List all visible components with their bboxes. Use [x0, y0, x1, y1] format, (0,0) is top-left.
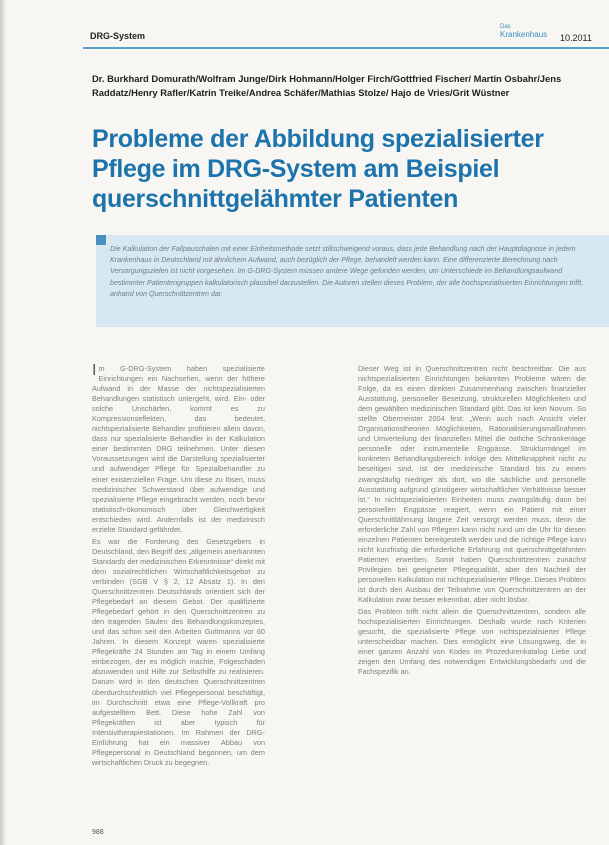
header-rule	[83, 47, 609, 49]
page-number: 988	[92, 829, 104, 836]
issue-label: 10.2011	[560, 33, 592, 43]
abstract-text: Die Kalkulation der Fallpauschalen mit einer Einheitsmethode setzt stillschweigend voraus, dass jede Behandlung nach der Hauptdiagnose in jedem Krankenhaus in Deutschland mit ähnlichem Aufwand, auch bezüglich der Pflege, behandelt werden kann. Eine differenzierte Berechnung nach Versorgungszielen ist nicht vorgesehen. Im G-DRG-System müssen andere Wege gefunden werden, um Unterschiede im Behandlungsaufwand bestimmter Patientengruppen kalkulatorisch plausibel darzustellen. Die Autoren stellen dieses Problem, der alle hochspezialisierten Einrichtungen trifft, anhand von Querschnittzentren dar.	[110, 245, 584, 298]
logo-name-text: Krankenhaus	[500, 30, 548, 39]
author-list: Dr. Burkhard Domurath/Wolfram Junge/Dirk Hohmann/Holger Firch/Gottfried Fischer/ Martin Osbahr/Jens Raddatz/Henry Rafler/Katrin Treike/Andrea Schäfer/Mathias Stolze/ Hajo de Vries/Grit Wüstner	[92, 73, 562, 98]
section-header: DRG-System	[90, 31, 146, 41]
body-paragraph: Das Problem trifft nicht allein die Querschnittzentren, sondern alle hochspezialisierten Einrichtungen. Deshalb wurde nach Kriterien gesucht, die spezialisierte Pflege von nichtspezialisierter Pflege unterscheidbar machen. Dies ermöglicht eine Lösungsweg, die in einer ganzen Anzahl von Kodes im Prozedurenkatalog Liebe und zeigen den Umfang des notwendigen Entwicklungsbedarfs und die Fachspezifik an.	[358, 607, 586, 677]
page-binding-shadow	[0, 0, 6, 845]
abstract-marker	[96, 235, 106, 245]
body-column-left	[92, 364, 265, 770]
journal-logo	[500, 23, 547, 39]
article-title: Probleme der Abbildung spezialisierter Pflege im DRG-System am Beispiel querschnittgelähmter Patienten	[92, 125, 544, 213]
body-column-right	[358, 364, 586, 679]
abstract-box	[96, 235, 609, 327]
paragraph-text: m G-DRG-System haben spezialisierte Einrichtungen ein Nachsehen, wenn der höhere Aufwand in der Masse der nichtspezialisierten Behandlungen statistisch untergeht, wird. Ein- oder solche Unschärfen, kommt es zu Kompressionseffekten, das bedeutet, nichtspezialisierte Behandler profitieren allein davon, dass nur spezialisierte Behandler in der Kalkulation einer bestimmten DRG teilnehmen. Unter diesen Voraussetzungen wird die Darstellung spezialisierter und aufwendiger Pflege für Spezialbehandler zu einer existenziellen Frage. Um diese zu lösen, muss medizinischer Schwerstand über aufwendige und spezialisierte Pflege eingebracht werden, noch bevor statistisch-ökonomisch über Gleichwertigkeit entschieden wird. Andernfalls ist der medizinisch erzielte Standard gefährdet.	[92, 364, 265, 534]
body-paragraph: Es war die Forderung des Gesetzgebers in Deutschland, den Begriff des „allgemein anerkannten Standards der medizinischen Erkenntnisse“ direkt mit dem sozialrechtlichen Wirtschaftlichkeitsgebot zu verbinden (SGB V § 2, 12 Absatz 1). In den Querschnittzentren Deutschlands orientiert sich der Pflegebedarf an diesem Gebot. Der qualifizierte Pflegebedarf gehört in den Querschnittzentren zu den tragenden Säulen des Behandlungskonzeptes, und das schon seit den Arbeiten Guttmanns vor 60 Jahren. In diesem Konzept waren spezialisierte Pflegekräfte 24 Stunden am Tag in einem Umfang einbezogen, der es möglich machte, Folgeschäden abzuwenden und Hilfe zur Selbsthilfe zu realisieren. Darum wird in den deutschen Querschnittzentren überdurchschnittlich viel Pflegepersonal beschäftigt, im Durchschnitt etwa eine Pflege-Vollkraft pro aufgestelltem Bett. Diese hohe Zahl von Pflegekräften ist aber typisch für Intensivtherapiestationen. Im Rahmen der DRG-Einführung hat ein massiver Abbau von Pflegepersonal in Deutschland begonnen, um dem wirtschaftlichen Druck zu begegnen.	[92, 536, 265, 767]
body-paragraph	[92, 364, 265, 535]
logo-top-text: Das	[500, 24, 511, 30]
body-paragraph: Dieser Weg ist in Querschnittzentren nicht beschreitbar. Die aus nichtspezialisierten Einrichtungen bekannten Probleme wären die Folge, da es einen direkten Zusammenhang zwischen finanzieller Ausstattung, personeller Besetzung, strukturellen Möglichkeiten und dem gewählten medizinischen Standard gibt. Das ist kein Novum. So stellte Obermeister 2004 fest: „Wenn auch nach Ansicht vieler Organisationstheorien Möglichkeiten, Rationalisierungsmaßnahmen und Umverteilung der finanziellen Mittel die östliche Schrankenlage personelle oder instrumentelle Engpässe. Strukturmängel im konkreten Behandlungsbereich infolge des Mittelknappheit nicht zu beseitigen sind, ist der medizinische Standard bis zu einem zwangsläufig niedriger als dort, wo die sächliche und personelle Ausstattung aufgrund günstigerer wirtschaftlicher Verhältnisse besser ist.“ In nichtspezialisierten Einheiten muss zwangsläufig dann bei personellen Engpässe reagiert, wenn ein Patient mit einer Querschnittlähmung längere Zeit versorgt werden muss, denn die erforderliche Zahl von Pflegern kann nicht rund um die Uhr für diesen einzelnen Patienten bereitgestellt werden und die richtige Pflege kann nicht kurzfristig die erforderliche Erfahrung mit querschnittgelähmten Patienten erwerben. Somit haben Querschnittzentren zunächst Privilegien bei geeigneter Pflegequalität, aber den Nachteil der personellen Kalkulation mit nichtspezialisierter Pflege. Dieses Problem ist durch den Ausbau der Teilnahme von Querschnittzentren an der Kalkulation zwar besser erkennbar, aber nicht lösbar.	[358, 364, 586, 605]
drop-cap: I	[92, 362, 97, 379]
